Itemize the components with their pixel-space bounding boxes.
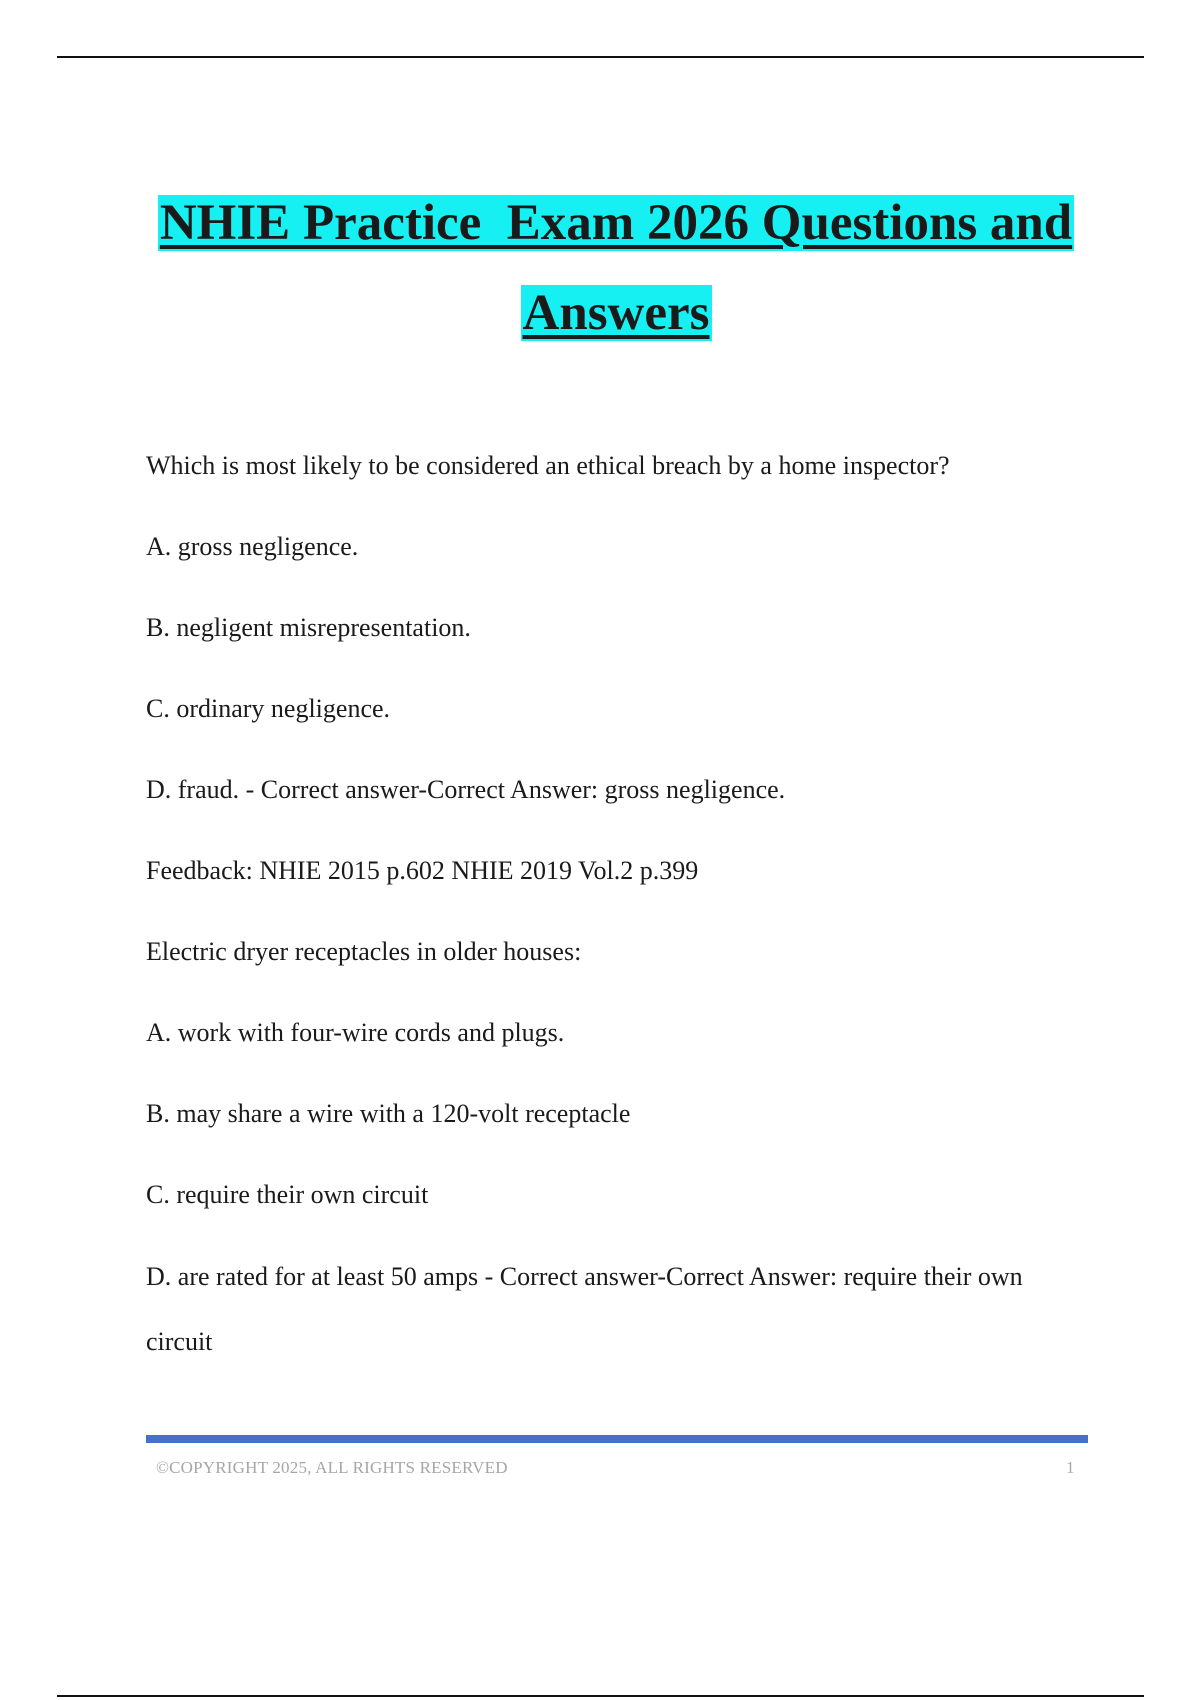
question-1-option-c: C. ordinary negligence. bbox=[146, 694, 391, 723]
footer-rule bbox=[146, 1435, 1088, 1443]
question-1-option-d-answer: D. fraud. - Correct answer-Correct Answer: gross negligence. bbox=[146, 775, 786, 804]
footer-copyright: ©COPYRIGHT 2025, ALL RIGHTS RESERVED bbox=[156, 1458, 508, 1477]
question-1-stem: Which is most likely to be considered an ethical breach by a home inspector? bbox=[146, 451, 950, 480]
question-1-feedback: Feedback: NHIE 2015 p.602 NHIE 2019 Vol.2 p.399 bbox=[146, 856, 699, 885]
question-1-option-a: A. gross negligence. bbox=[146, 532, 359, 561]
question-2-stem: Electric dryer receptacles in older houses: bbox=[146, 937, 582, 966]
footer-page-number: 1 bbox=[1066, 1458, 1075, 1477]
question-2-option-a: A. work with four-wire cords and plugs. bbox=[146, 1018, 565, 1047]
document-title bbox=[146, 178, 1086, 358]
document-title-line-2: Answers bbox=[522, 285, 710, 341]
question-2-option-d-answer: D. are rated for at least 50 amps - Correct answer-Correct Answer: require their own circuit bbox=[146, 1262, 1023, 1356]
question-1-option-b: B. negligent misrepresentation. bbox=[146, 613, 471, 642]
page-bottom-rule bbox=[57, 1695, 1144, 1697]
question-2-option-c: C. require their own circuit bbox=[146, 1180, 429, 1209]
question-2-option-b: B. may share a wire with a 120-volt receptacle bbox=[146, 1099, 631, 1128]
document-body bbox=[146, 450, 1086, 1423]
document-title-line-1: NHIE Practice Exam 2026 Questions and bbox=[159, 195, 1073, 251]
page-top-rule bbox=[57, 56, 1144, 58]
